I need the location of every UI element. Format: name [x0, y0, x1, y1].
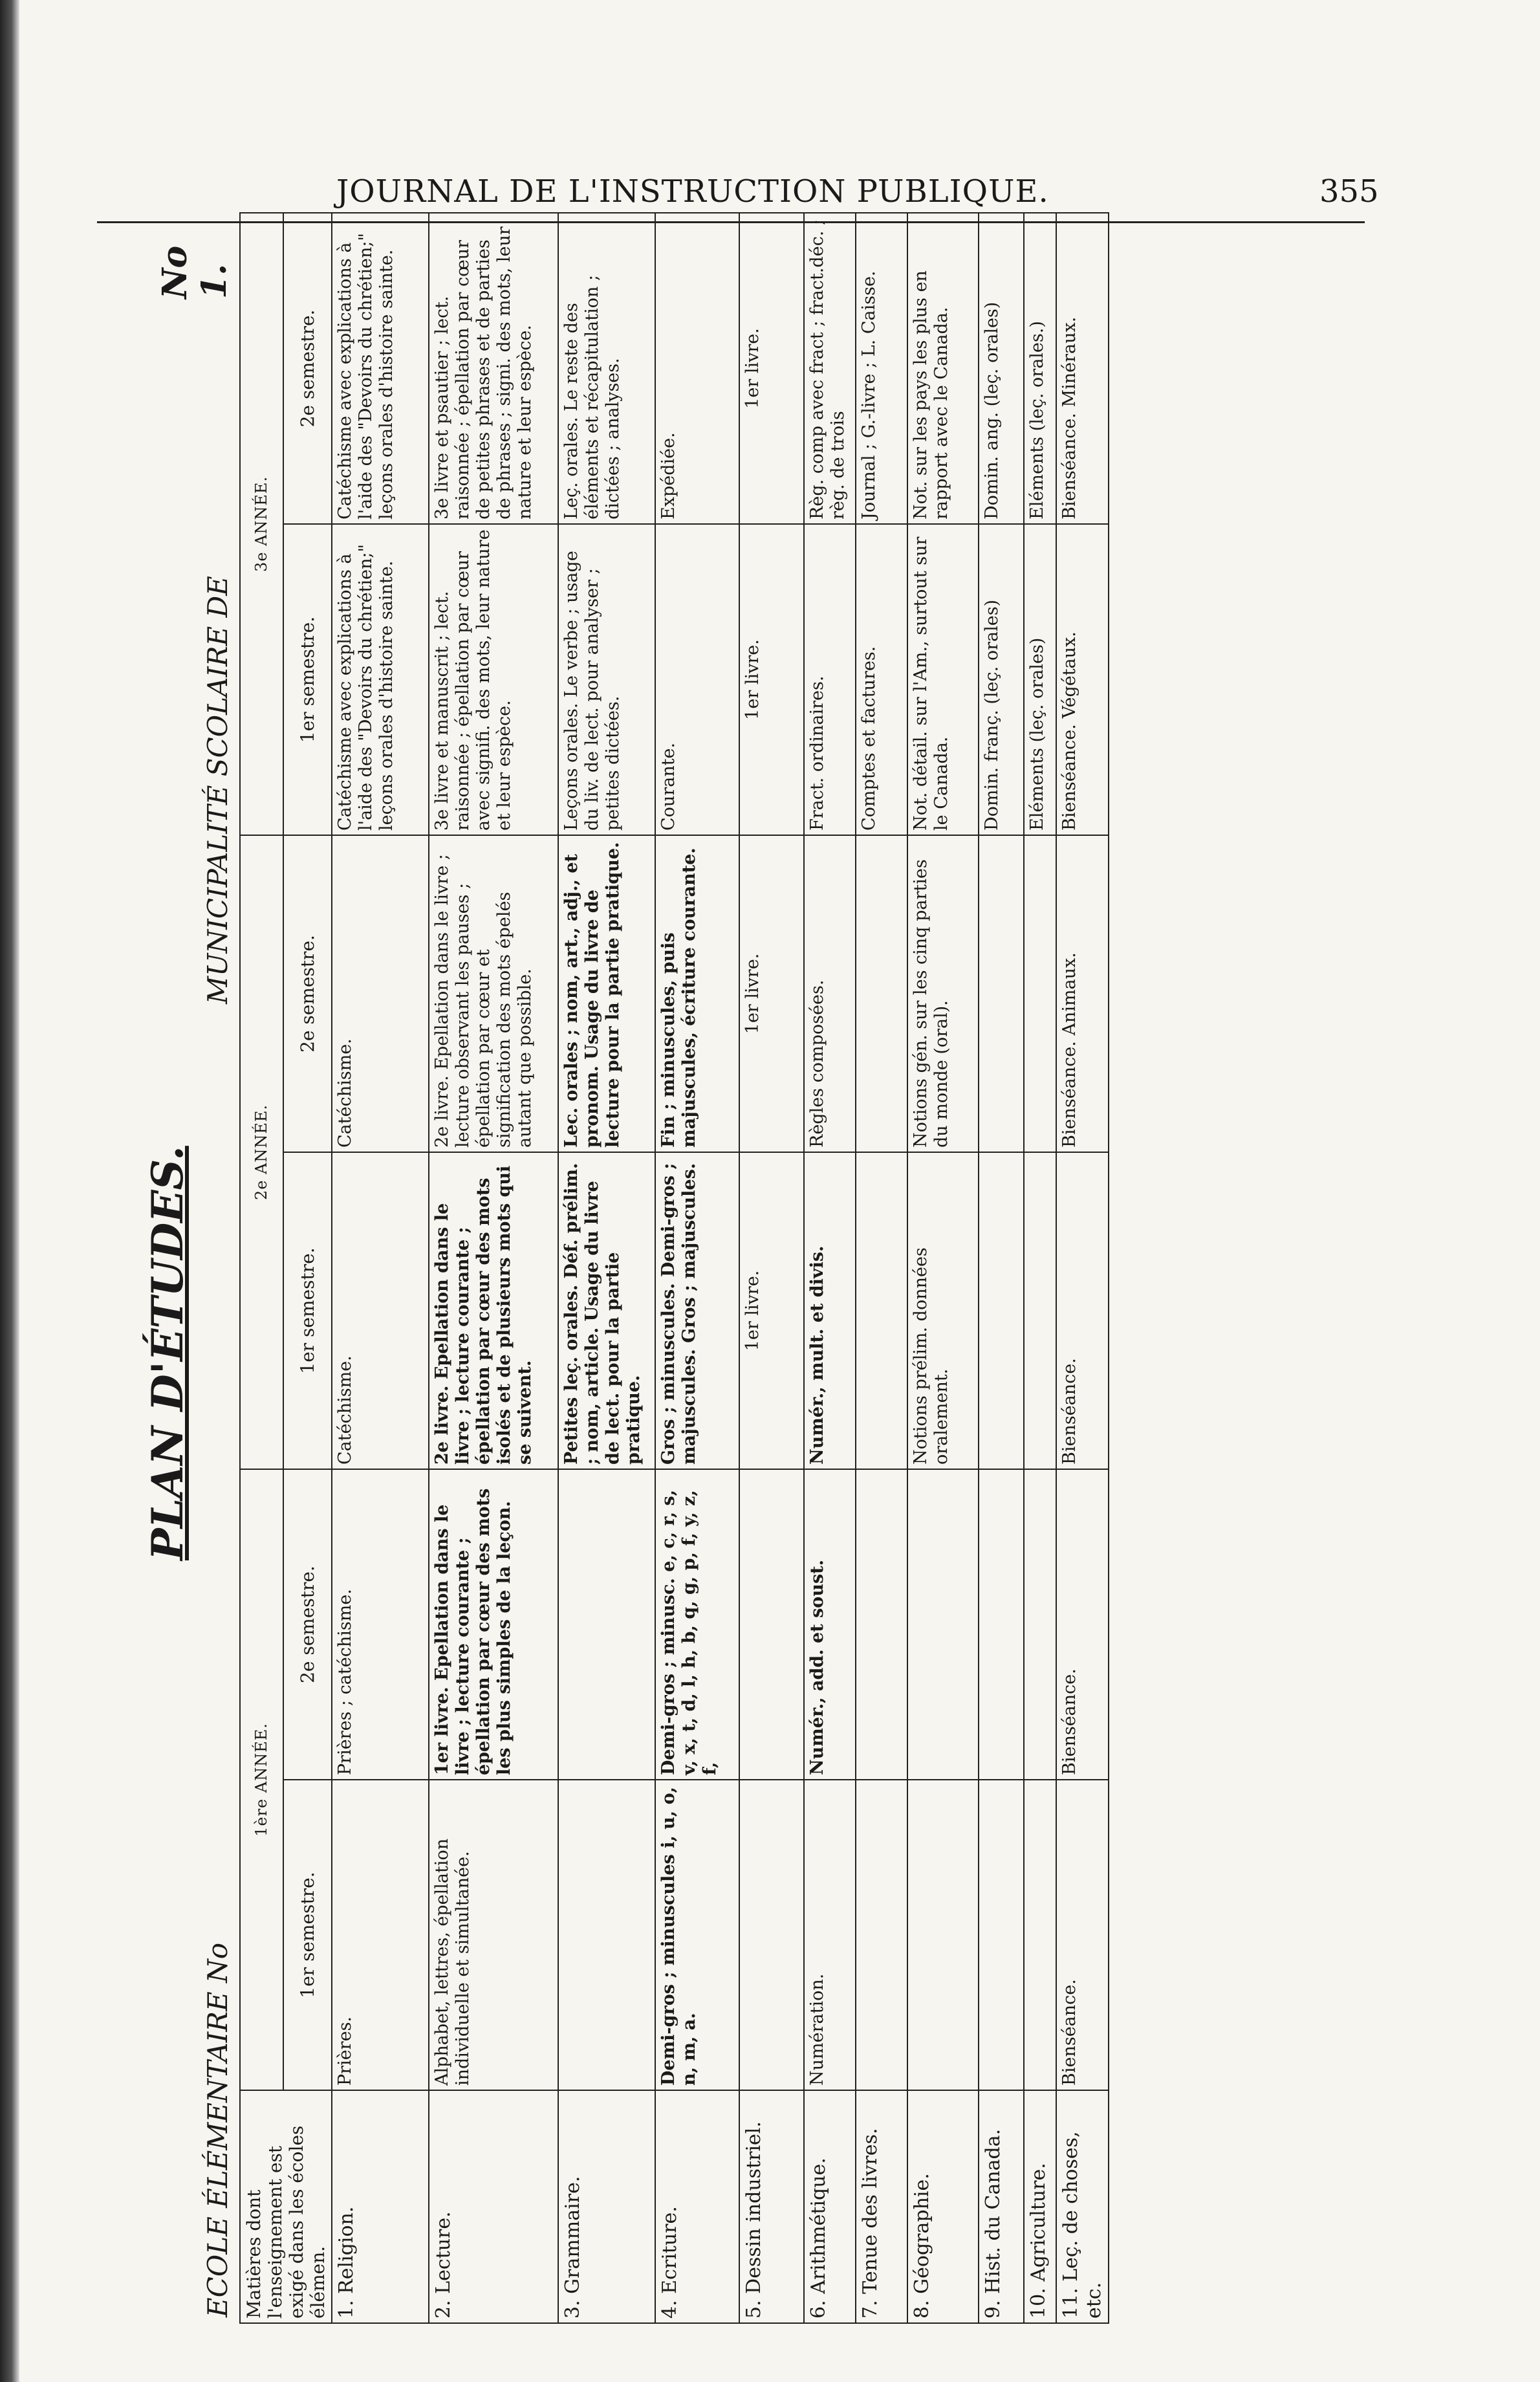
table-cell: Catéchisme.	[332, 835, 429, 1152]
table-row	[907, 213, 979, 2323]
subject-cell: 8. Géographie.	[907, 2090, 979, 2323]
table-cell: Not. détail. sur l'Am., surtout sur le Canada.	[907, 524, 979, 835]
municipality-label: MUNICIPALITÉ SCOLAIRE DE	[202, 576, 233, 1004]
subject-cell: 9. Hist. du Canada.	[979, 2090, 1024, 2323]
table-cell: Numér., mult. et divis.	[804, 1152, 856, 1469]
school-label: ECOLE ÉLÉMENTAIRE No	[202, 1942, 233, 2317]
table-cell: Eléments (leç. orales)	[1024, 524, 1056, 835]
year-header: 1ère ANNÉE.	[240, 1469, 283, 2090]
table-cell: Prières ; catéchisme.	[332, 1469, 429, 1780]
subject-cell: 5. Dessin industriel.	[739, 2090, 804, 2323]
table-cell	[739, 1780, 804, 2090]
semester-header: 2e semestre.	[283, 835, 332, 1152]
table-cell: Not. sur les pays les plus en rapport avec le Canada.	[907, 213, 979, 524]
semester-header: 1er semestre.	[283, 1152, 332, 1469]
year-header: 3e ANNÉE.	[240, 213, 283, 835]
table-cell: Fin ; minuscules, puis majuscules, écriture courante.	[655, 835, 739, 1152]
table-row	[429, 213, 558, 2323]
table-cell	[979, 835, 1024, 1152]
table-cell	[1024, 1152, 1056, 1469]
table-cell	[739, 1469, 804, 1780]
table-cell: Bienséance. Animaux.	[1056, 835, 1109, 1152]
table-row	[332, 213, 429, 2323]
table-cell: Alphabet, lettres, épellation individuelle et simultanée.	[429, 1780, 558, 2090]
plan-title: PLAN D'ÉTUDES.	[142, 1146, 193, 1560]
running-head: JOURNAL DE L'INSTRUCTION PUBLIQUE.	[336, 173, 1049, 210]
page-binding-edge	[0, 0, 19, 2382]
subject-cell: 6. Arithmétique.	[804, 2090, 856, 2323]
table-row	[1024, 213, 1056, 2323]
table-cell: 3e livre et manuscrit ; lect. raisonnée ; épellation par cœur avec signifi. des mots, leur nature et leur espèce.	[429, 524, 558, 835]
table-row	[856, 213, 907, 2323]
subject-cell: 1. Religion.	[332, 2090, 429, 2323]
table-cell: Notions prélim. données oralement.	[907, 1152, 979, 1469]
table-cell: Catéchisme avec explications à l'aide des "Devoirs du chrétien;" leçons orales d'histoire sainte.	[332, 524, 429, 835]
table-cell: Demi-gros ; minuscules i, u, o, n, m, a.	[655, 1780, 739, 2090]
table-row	[979, 213, 1024, 2323]
table-row	[655, 213, 739, 2323]
subject-column-header: Matières dont l'enseignement est exigé dans les écoles élémen.	[240, 2090, 332, 2323]
table-cell: 2e livre. Epellation dans le livre ; lecture observant les pauses ; épellation par cœur et signification des mots épelés autant que possible.	[429, 835, 558, 1152]
table-row	[739, 213, 804, 2323]
table-cell: Bienséance. Minéraux.	[1056, 213, 1109, 524]
table-cell: 2e livre. Epellation dans le livre ; lecture courante ; épellation par cœur des mots isolés et de plusieurs mots qui se suivent.	[429, 1152, 558, 1469]
table-cell: Bienséance. Végétaux.	[1056, 524, 1109, 835]
semester-header: 2e semestre.	[283, 213, 332, 524]
year-header-row	[240, 213, 283, 2323]
subject-cell: 3. Grammaire.	[558, 2090, 655, 2323]
table-row	[804, 213, 856, 2323]
table-cell: Prières.	[332, 1780, 429, 2090]
table-cell	[1024, 1469, 1056, 1780]
table-cell: 1er livre. Epellation dans le livre ; lecture courante ; épellation par cœur des mots les plus simples de la leçon.	[429, 1469, 558, 1780]
table-cell: Numération.	[804, 1780, 856, 2090]
table-row	[558, 213, 655, 2323]
table-cell: Fract. ordinaires.	[804, 524, 856, 835]
table-cell	[856, 1152, 907, 1469]
table-cell	[856, 1469, 907, 1780]
study-plan-table	[239, 212, 1109, 2324]
table-cell	[907, 1469, 979, 1780]
table-cell: 1er livre.	[739, 213, 804, 524]
table-cell: Règ. comp avec fract ; fract.déc. ; règ. de trois	[804, 213, 856, 524]
table-cell	[856, 1780, 907, 2090]
table-cell	[1024, 835, 1056, 1152]
table-cell	[979, 1780, 1024, 2090]
table-cell: Eléments (leç. orales.)	[1024, 213, 1056, 524]
table-cell	[979, 1152, 1024, 1469]
subject-cell: 7. Tenue des livres.	[856, 2090, 907, 2323]
number-label: No 1.	[155, 245, 234, 299]
table-cell: Expédiée.	[655, 213, 739, 524]
semester-header: 1er semestre.	[283, 1780, 332, 2090]
table-cell: 1er livre.	[739, 835, 804, 1152]
table-cell: Règles composées.	[804, 835, 856, 1152]
table-cell: Demi-gros ; minusc. e, c, r, s, v, x, t, d, l, h, b, q, g, p, f, y, z, f,	[655, 1469, 739, 1780]
table-cell: Leç. orales. Le reste des éléments et récapitulation ; dictées ; analyses.	[558, 213, 655, 524]
table-cell	[558, 1469, 655, 1780]
table-cell: Leçons orales. Le verbe ; usage du liv. de lect. pour analyser ; petites dictées.	[558, 524, 655, 835]
table-cell: Catéchisme avec explications à l'aide des "Devoirs du chrétien;" leçons orales d'histoire sainte.	[332, 213, 429, 524]
table-cell: Bienséance.	[1056, 1780, 1109, 2090]
table-cell: Gros ; minuscules. Demi-gros ; majuscules. Gros ; majuscules.	[655, 1152, 739, 1469]
page-number: 355	[1319, 173, 1379, 210]
semester-header: 2e semestre.	[283, 1469, 332, 1780]
table-cell: Petites leç. orales. Déf. prélim. ; nom, article. Usage du livre de lect. pour la partie pratique.	[558, 1152, 655, 1469]
table-cell	[979, 1469, 1024, 1780]
table-cell: Lec. orales ; nom, art., adj., et pronom. Usage du livre de lecture pour la partie pratique.	[558, 835, 655, 1152]
table-cell: Bienséance.	[1056, 1469, 1109, 1780]
rotated-plan-page	[142, 213, 1371, 2324]
table-cell: 1er livre.	[739, 524, 804, 835]
table-cell: Numér., add. et soust.	[804, 1469, 856, 1780]
table-cell: Catéchisme.	[332, 1152, 429, 1469]
table-cell: 1er livre.	[739, 1152, 804, 1469]
semester-header: 1er semestre.	[283, 524, 332, 835]
table-row	[1056, 213, 1109, 2323]
title-row	[142, 213, 239, 2324]
table-cell: Courante.	[655, 524, 739, 835]
table-cell: Domin. franç. (leç. orales)	[979, 524, 1024, 835]
table-cell: Bienséance.	[1056, 1152, 1109, 1469]
subject-cell: 11. Leç. de choses, etc.	[1056, 2090, 1109, 2323]
table-cell: Journal ; G.-livre ; L. Caisse.	[856, 213, 907, 524]
table-cell: Notions gén. sur les cinq parties du monde (oral).	[907, 835, 979, 1152]
table-cell: Comptes et factures.	[856, 524, 907, 835]
table-cell: Domin. ang. (leç. orales)	[979, 213, 1024, 524]
year-header: 2e ANNÉE.	[240, 835, 283, 1469]
table-cell	[1024, 1780, 1056, 2090]
subject-cell: 4. Ecriture.	[655, 2090, 739, 2323]
table-cell: 3e livre et psautier ; lect. raisonnée ; épellation par cœur de petites phrases et de parties de phrases ; signi. des mots, leur nature et leur espèce.	[429, 213, 558, 524]
semester-header-row	[283, 213, 332, 2323]
table-cell	[558, 1780, 655, 2090]
subject-cell: 2. Lecture.	[429, 2090, 558, 2323]
table-cell	[856, 835, 907, 1152]
subject-cell: 10. Agriculture.	[1024, 2090, 1056, 2323]
table-cell	[907, 1780, 979, 2090]
